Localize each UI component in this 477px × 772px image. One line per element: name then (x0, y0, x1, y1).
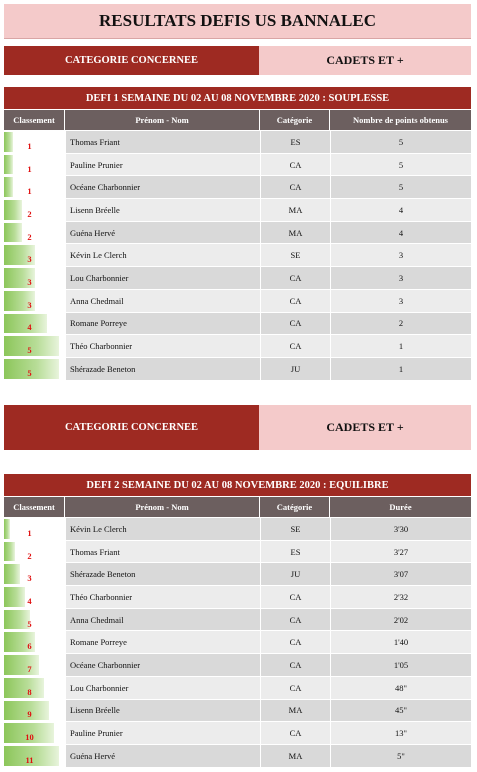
value-cell: 4 (330, 222, 471, 244)
header-categorie: Catégorie (260, 497, 330, 517)
rank-bar (4, 655, 39, 675)
rank-bar (4, 177, 13, 197)
table-2-header (4, 497, 471, 517)
rank-number: 3 (27, 573, 32, 584)
category-cell: CA (260, 267, 330, 289)
category-cell: SE (260, 518, 330, 540)
rank-number: 1 (27, 140, 32, 151)
rank-number: 11 (25, 754, 34, 765)
value-cell: 5 (330, 154, 471, 176)
table-row (4, 586, 471, 609)
rank-number: 7 (27, 663, 32, 674)
rank-number: 2 (27, 208, 32, 219)
rank-cell (4, 586, 65, 608)
category-cell: MA (260, 700, 330, 722)
table-row (4, 222, 471, 245)
rank-cell (4, 631, 65, 653)
rank-cell (4, 518, 65, 540)
name-cell: Océane Charbonnier (65, 176, 260, 198)
name-cell: Guéna Hervé (65, 222, 260, 244)
rank-number: 3 (27, 254, 32, 265)
table-row (4, 154, 471, 177)
rank-cell (4, 290, 65, 312)
name-cell: Thomas Friant (65, 541, 260, 563)
table-row (4, 563, 471, 586)
category-cell: CA (260, 586, 330, 608)
category-cell: CA (260, 313, 330, 335)
value-cell: 1'05 (330, 654, 471, 676)
name-cell: Pauline Prunier (65, 722, 260, 744)
table-row (4, 541, 471, 564)
table-row (4, 176, 471, 199)
value-cell: 5 (330, 131, 471, 153)
rank-cell (4, 199, 65, 221)
category-cell: MA (260, 199, 330, 221)
name-cell: Anna Chedmail (65, 290, 260, 312)
category-label: CATEGORIE CONCERNEE (4, 405, 259, 450)
rank-bar (4, 314, 47, 334)
table-1-body (4, 131, 471, 381)
rank-number: 3 (27, 299, 32, 310)
rank-cell (4, 131, 65, 153)
table-1-header (4, 110, 471, 130)
table-row (4, 131, 471, 154)
value-cell: 3 (330, 267, 471, 289)
category-cell: CA (260, 176, 330, 198)
rank-cell (4, 563, 65, 585)
table-row (4, 654, 471, 677)
category-cell: CA (260, 722, 330, 744)
name-cell: Lou Charbonnier (65, 267, 260, 289)
value-cell: 3'30 (330, 518, 471, 540)
name-cell: Romane Porreye (65, 631, 260, 653)
rank-cell (4, 176, 65, 198)
rank-cell (4, 745, 65, 767)
category-cell: JU (260, 563, 330, 585)
rank-bar (4, 610, 30, 630)
rank-cell (4, 244, 65, 266)
header-duree: Durée (389, 502, 412, 512)
table-row (4, 518, 471, 541)
rank-number: 5 (27, 618, 32, 629)
value-cell: 4 (330, 199, 471, 221)
category-row-2 (4, 405, 471, 450)
value-cell: 1'40 (330, 631, 471, 653)
value-cell: 3'07 (330, 563, 471, 585)
value-cell: 3 (330, 290, 471, 312)
rank-cell (4, 154, 65, 176)
rank-number: 3 (27, 276, 32, 287)
rank-number: 5 (27, 367, 32, 378)
rank-bar (4, 564, 20, 584)
rank-cell (4, 654, 65, 676)
value-cell: 3 (330, 244, 471, 266)
category-cell: CA (260, 154, 330, 176)
table-row (4, 290, 471, 313)
name-cell: Shérazade Beneton (65, 563, 260, 585)
rank-bar (4, 223, 22, 243)
table-row (4, 700, 471, 723)
rank-cell (4, 541, 65, 563)
table-2-body (4, 518, 471, 768)
category-cell: ES (260, 131, 330, 153)
name-cell: Théo Charbonnier (65, 335, 260, 357)
rank-number: 1 (27, 186, 32, 197)
value-cell: 1 (330, 358, 471, 380)
rank-cell (4, 335, 65, 357)
rank-cell (4, 677, 65, 699)
name-cell: Théo Charbonnier (65, 586, 260, 608)
name-cell: Shérazade Beneton (65, 358, 260, 380)
rank-cell (4, 313, 65, 335)
value-cell: 2'32 (330, 586, 471, 608)
rank-number: 4 (27, 595, 32, 606)
defi-1-title: DEFI 1 SEMAINE DU 02 AU 08 NOVEMBRE 2020 : SOUPLESSE (4, 87, 471, 109)
page-title: RESULTATS DEFIS US BANNALEC (4, 4, 471, 39)
rank-bar (4, 542, 15, 562)
value-cell: 3'27 (330, 541, 471, 563)
header-name: Prénom - Nom (65, 110, 260, 130)
rank-cell (4, 722, 65, 744)
header-categorie: Catégorie (260, 110, 330, 130)
value-cell: 1 (330, 335, 471, 357)
category-cell: ES (260, 541, 330, 563)
rank-bar (4, 200, 22, 220)
rank-cell (4, 609, 65, 631)
category-label: CATEGORIE CONCERNEE (4, 46, 259, 75)
defi-2-title: DEFI 2 SEMAINE DU 02 AU 08 NOVEMBRE 2020 : EQUILIBRE (4, 474, 471, 496)
table-row (4, 631, 471, 654)
header-points: Nombre de points obtenus (352, 115, 448, 125)
name-cell: Thomas Friant (65, 131, 260, 153)
header-classement: Classement (4, 497, 65, 517)
name-cell: Kévin Le Clerch (65, 518, 260, 540)
rank-number: 1 (27, 163, 32, 174)
name-cell: Guéna Hervé (65, 745, 260, 767)
category-cell: CA (260, 654, 330, 676)
table-row (4, 745, 471, 768)
category-cell: CA (260, 677, 330, 699)
name-cell: Lisenn Bréelle (65, 199, 260, 221)
name-cell: Lisenn Bréelle (65, 700, 260, 722)
rank-number: 2 (27, 231, 32, 242)
category-cell: MA (260, 745, 330, 767)
rank-number: 1 (27, 527, 32, 538)
value-cell: 2 (330, 313, 471, 335)
name-cell: Pauline Prunier (65, 154, 260, 176)
table-row (4, 609, 471, 632)
rank-bar (4, 587, 25, 607)
rank-cell (4, 267, 65, 289)
rank-bar (4, 678, 44, 698)
category-value: CADETS ET + (259, 405, 471, 450)
table-row (4, 335, 471, 358)
name-cell: Romane Porreye (65, 313, 260, 335)
rank-bar (4, 155, 13, 175)
name-cell: Lou Charbonnier (65, 677, 260, 699)
category-cell: SE (260, 244, 330, 266)
rank-number: 8 (27, 686, 32, 697)
rank-number: 4 (27, 322, 32, 333)
rank-bar (4, 132, 13, 152)
name-cell: Kévin Le Clerch (65, 244, 260, 266)
category-cell: CA (260, 609, 330, 631)
value-cell: 45" (330, 700, 471, 722)
table-row (4, 677, 471, 700)
rank-bar (4, 519, 10, 539)
rank-cell (4, 700, 65, 722)
category-cell: CA (260, 290, 330, 312)
table-row (4, 267, 471, 290)
table-row (4, 722, 471, 745)
rank-number: 5 (27, 345, 32, 356)
value-cell: 5 (330, 176, 471, 198)
rank-number: 2 (27, 550, 32, 561)
rank-number: 10 (25, 732, 34, 743)
table-row (4, 358, 471, 381)
rank-number: 9 (27, 709, 32, 720)
value-cell: 5" (330, 745, 471, 767)
name-cell: Océane Charbonnier (65, 654, 260, 676)
value-cell: 2'02 (330, 609, 471, 631)
header-name: Prénom - Nom (65, 497, 260, 517)
name-cell: Anna Chedmail (65, 609, 260, 631)
value-cell: 48" (330, 677, 471, 699)
table-row (4, 313, 471, 336)
category-row-1 (4, 46, 471, 75)
table-row (4, 244, 471, 267)
table-row (4, 199, 471, 222)
rank-number: 6 (27, 641, 32, 652)
category-cell: JU (260, 358, 330, 380)
rank-cell (4, 358, 65, 380)
category-cell: MA (260, 222, 330, 244)
category-cell: CA (260, 631, 330, 653)
category-value: CADETS ET + (259, 46, 471, 75)
value-cell: 13" (330, 722, 471, 744)
rank-cell (4, 222, 65, 244)
category-cell: CA (260, 335, 330, 357)
header-classement: Classement (4, 110, 65, 130)
